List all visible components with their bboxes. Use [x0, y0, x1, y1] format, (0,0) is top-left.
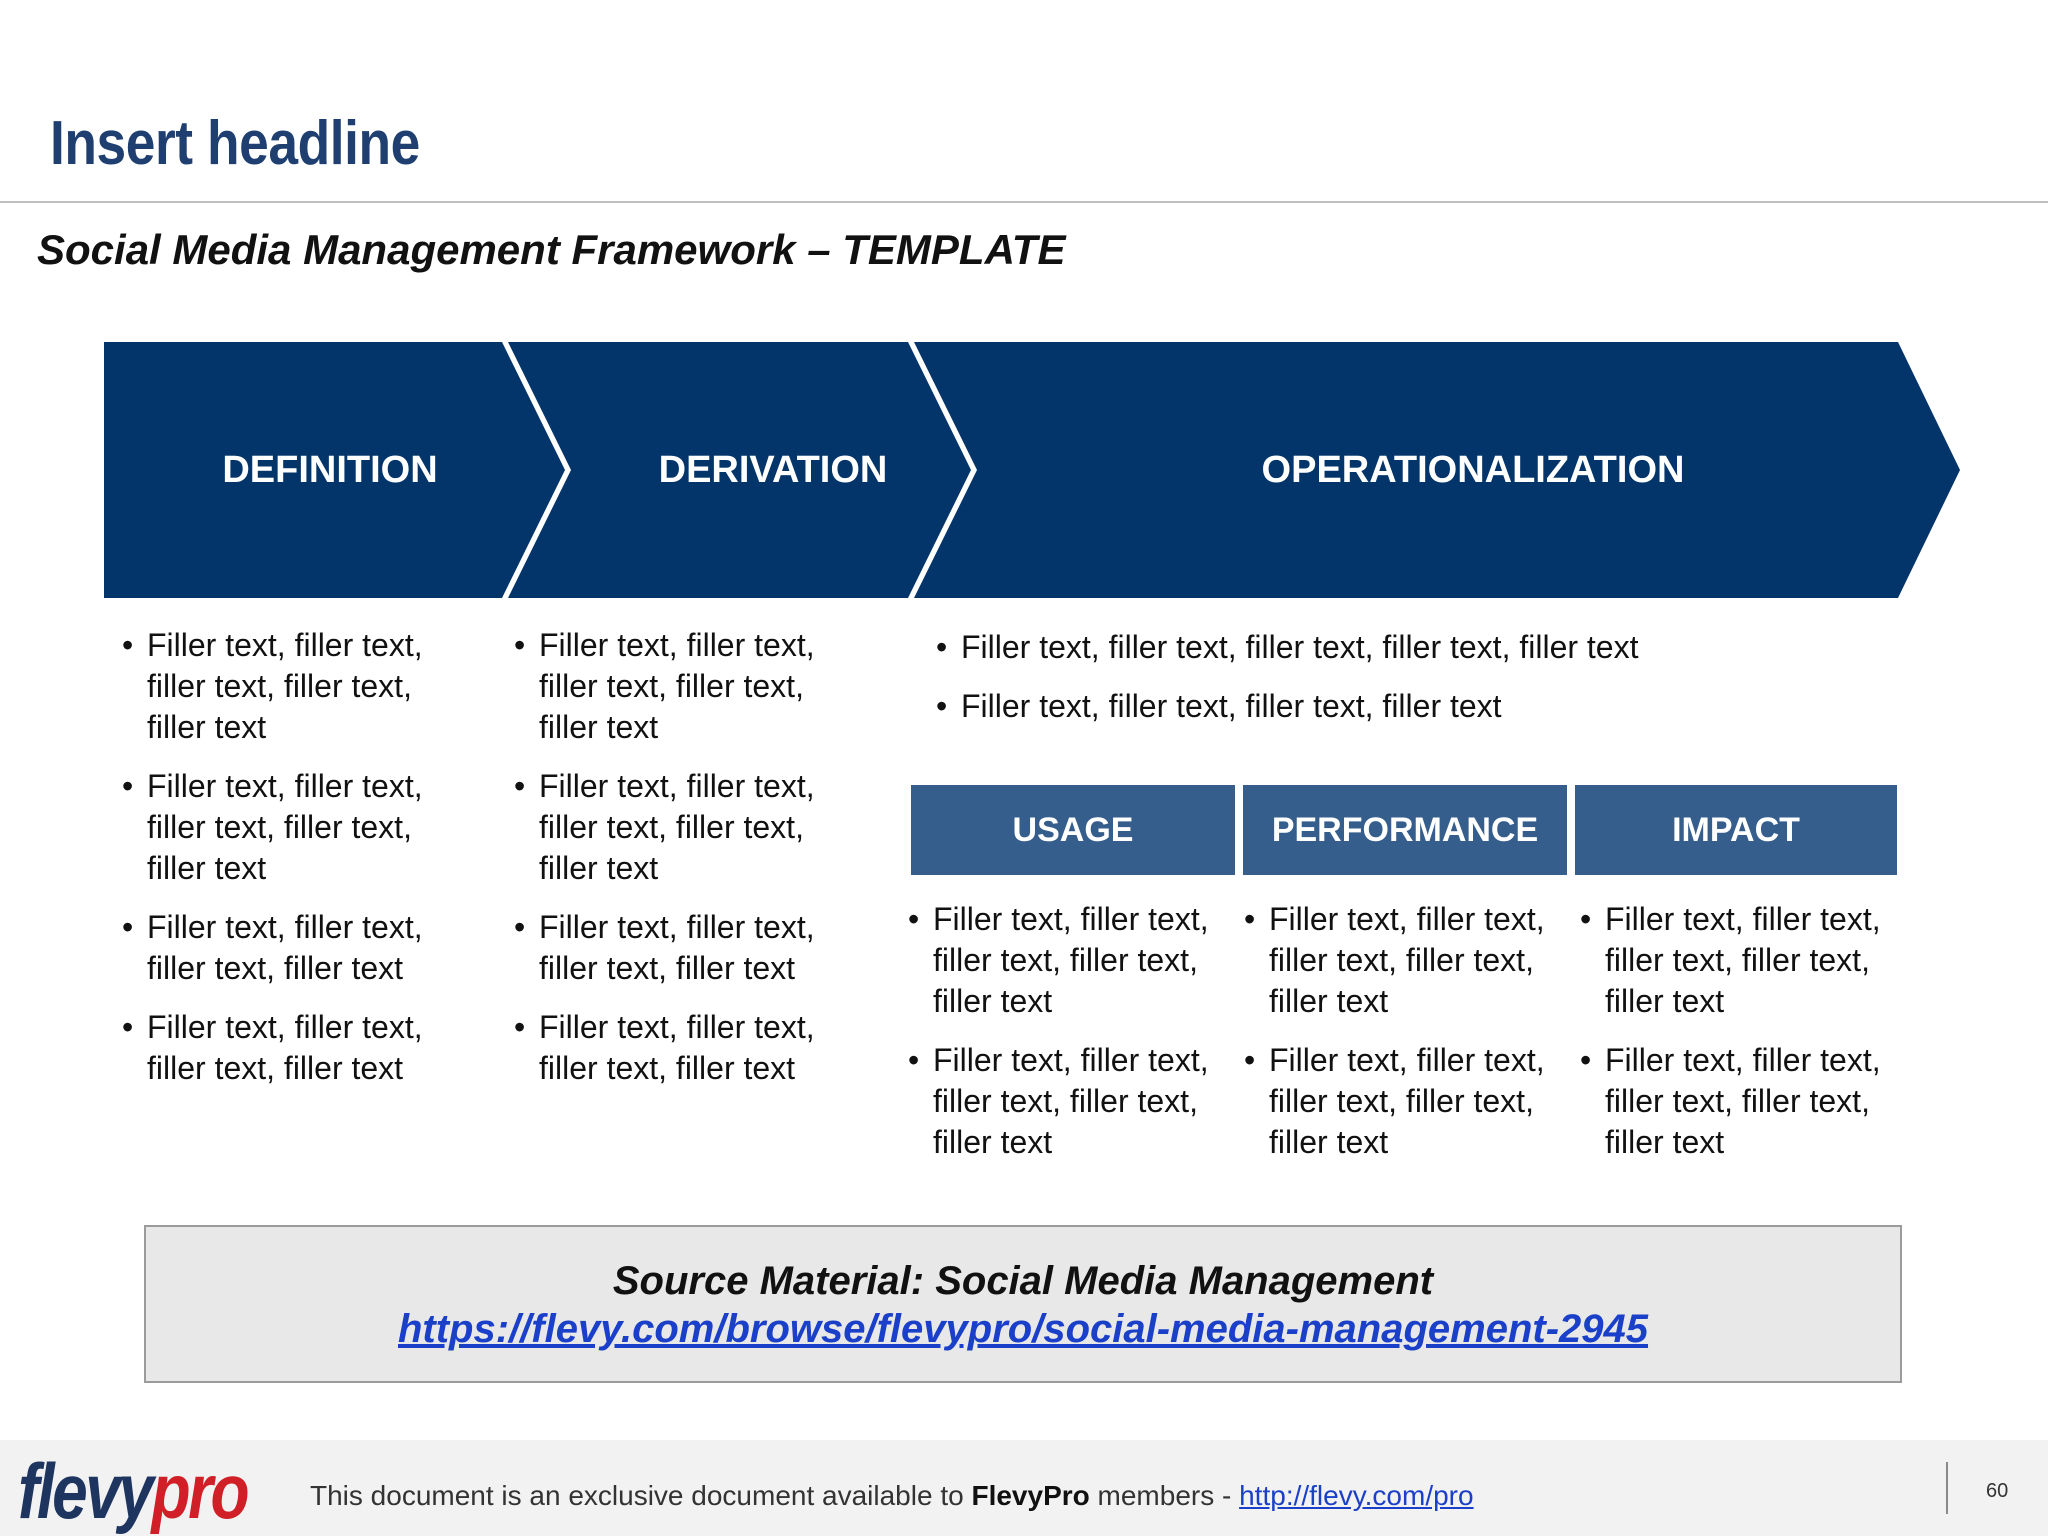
list-item: • Filler text, filler text, filler text, filler text, filler text	[1580, 1040, 1900, 1163]
derivation-bullet-list	[514, 625, 854, 1107]
list-item: • Filler text, filler text, filler text, filler text, filler text	[514, 625, 854, 748]
list-item: • Filler text, filler text, filler text, filler text	[936, 686, 1916, 727]
source-title: Source Material: Social Media Management	[612, 1259, 1434, 1303]
logo-flevy: flevy	[18, 1447, 152, 1535]
stage-label-derivation: DERIVATION	[658, 449, 888, 491]
list-item: • Filler text, filler text, filler text, filler text	[122, 1007, 462, 1089]
list-item: • Filler text, filler text, filler text, filler text, filler text	[1580, 899, 1900, 1022]
list-item: • Filler text, filler text, filler text, filler text, filler text	[908, 1040, 1228, 1163]
list-item: • Filler text, filler text, filler text, filler text, filler text	[514, 766, 854, 889]
logo-pro: pro	[151, 1447, 248, 1535]
list-item: • Filler text, filler text, filler text, filler text, filler text	[122, 625, 462, 748]
definition-bullet-list	[122, 625, 462, 1107]
stage-label-operationalization: OPERATIONALIZATION	[1261, 449, 1685, 491]
source-material-box	[144, 1225, 1902, 1383]
operationalization-bullet-list	[936, 627, 1916, 745]
list-item: • Filler text, filler text, filler text, filler text, filler text	[1244, 1040, 1564, 1163]
page-number: 60	[1986, 1480, 2009, 1502]
usage-bullet-list	[908, 899, 1228, 1181]
source-link[interactable]: https://flevy.com/browse/flevypro/social-media-management-2945	[397, 1307, 1649, 1351]
footer-text-before: This document is an exclusive document available to	[310, 1480, 972, 1511]
footer-notice	[310, 1480, 1474, 1512]
list-item: • Filler text, filler text, filler text, filler text, filler text	[908, 899, 1228, 1022]
list-item: • Filler text, filler text, filler text, filler text, filler text	[1244, 899, 1564, 1022]
subheader-performance: PERFORMANCE	[1243, 785, 1567, 875]
list-item: • Filler text, filler text, filler text, filler text	[122, 907, 462, 989]
impact-bullet-list	[1580, 899, 1900, 1181]
page-subtitle: Social Media Management Framework – TEMPLATE	[37, 226, 1066, 273]
performance-bullet-list	[1244, 899, 1564, 1181]
stage-label-definition: DEFINITION	[222, 449, 438, 491]
subheader-usage: USAGE	[911, 785, 1235, 875]
list-item: • Filler text, filler text, filler text, filler text, filler text	[122, 766, 462, 889]
list-item: • Filler text, filler text, filler text, filler text	[514, 907, 854, 989]
list-item: • Filler text, filler text, filler text, filler text	[514, 1007, 854, 1089]
page-headline: Insert headline	[50, 109, 420, 178]
subheader-impact: IMPACT	[1575, 785, 1897, 875]
footer-brand: FlevyPro	[971, 1480, 1090, 1511]
flevypro-logo	[18, 1447, 248, 1535]
list-item: • Filler text, filler text, filler text, filler text, filler text	[936, 627, 1916, 668]
page-number-divider	[1946, 1462, 1948, 1514]
footer-text-after: members -	[1089, 1480, 1240, 1511]
footer-link[interactable]: http://flevy.com/pro	[1239, 1480, 1474, 1511]
